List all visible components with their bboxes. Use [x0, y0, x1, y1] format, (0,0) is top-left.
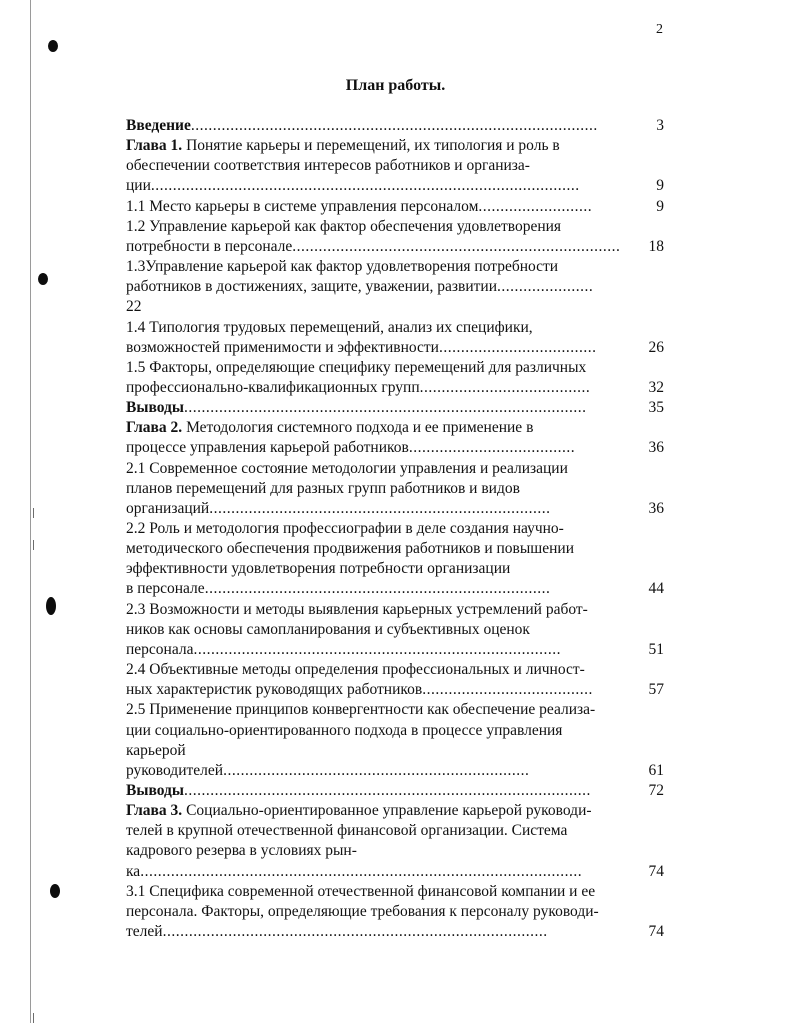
toc-page-number: 36: [645, 438, 665, 458]
toc-line-text: 1.2 Управление карьерой как фактор обеспечения удовлетворения: [126, 217, 562, 235]
toc-page-number: 26: [645, 338, 665, 358]
toc-line: [126, 197, 666, 217]
toc-line-text: Понятие карьеры и перемещений, их типология и роль в: [182, 137, 560, 155]
toc-line: [126, 519, 666, 539]
toc-line-text: кадрового резерва в условиях рын-: [126, 842, 357, 860]
dot-leader: ...........................................................................: [292, 237, 621, 255]
dot-leader: ..................................................................................................: [150, 177, 580, 195]
toc-line-text: ции социально-ориентированного подхода в процессе управления: [126, 721, 563, 739]
toc-line: [126, 781, 666, 801]
toc-line: [126, 620, 666, 640]
toc-page-number: 44: [645, 579, 665, 599]
toc-line-text: 1.5 Факторы, определяющие специфику перемещений для различных: [126, 358, 587, 376]
toc-line: [126, 499, 666, 519]
toc-line-text: телей: [126, 923, 163, 940]
toc-line: [126, 559, 666, 579]
toc-line-text: методического обеспечения продвижения работников и повышении: [126, 540, 574, 558]
toc-line-text: ников как основы самопланирования и субъективных оценок: [126, 620, 530, 638]
toc-line-text: 22: [126, 298, 142, 316]
toc-line: [126, 841, 666, 861]
chapter-label: Глава 1.: [126, 137, 183, 155]
dot-leader: ..............................................................................: [209, 499, 551, 517]
toc-line: [126, 761, 666, 781]
toc-line-text: персонала. Факторы, определяющие требования к персоналу руководи-: [126, 902, 599, 920]
dot-leader: ....................................: [438, 338, 597, 356]
toc-line-text: работников в достижениях, защите, уважении, развитии: [126, 278, 498, 296]
toc-line: [126, 378, 666, 398]
toc-line-text: эффективности удовлетворения потребности организации: [126, 560, 511, 578]
toc-line: [126, 237, 666, 257]
toc-line-text: 2.1 Современное состояние методологии управления и реализации: [126, 459, 568, 477]
toc-line: [126, 318, 666, 338]
scan-speck: [33, 508, 34, 518]
toc-line-text: организаций: [126, 499, 210, 517]
toc-line: [126, 297, 666, 317]
punch-hole-mark: [38, 273, 48, 285]
toc-line-text: Выводы: [126, 781, 184, 799]
scan-speck: [33, 1013, 34, 1023]
toc-line: [126, 358, 666, 378]
toc-line-text: персонала: [126, 640, 194, 658]
toc-line-text: планов перемещений для разных групп работников и видов: [126, 479, 520, 497]
toc-line: [126, 721, 666, 741]
toc-page-number: 51: [645, 640, 665, 660]
toc-line-text: 1.3Управление карьерой как фактор удовлетворения потребности: [126, 258, 559, 276]
toc-line-text: руководителей: [126, 761, 224, 779]
toc-line-text: Выводы: [126, 399, 184, 417]
toc-line: [126, 821, 666, 841]
toc-line-text: в персонале: [126, 580, 205, 598]
dot-leader: ..........................: [478, 197, 593, 215]
toc-line-text: Введение: [126, 117, 191, 134]
toc-line: [126, 660, 666, 680]
dot-leader: ...............................................................................: [204, 580, 551, 598]
dot-leader: .............................................................................................: [190, 117, 598, 134]
dot-leader: .....................................................................................................: [140, 862, 583, 880]
toc-line: [126, 136, 666, 156]
punch-hole-mark: [48, 40, 58, 52]
toc-page-number: 18: [645, 237, 665, 257]
dot-leader: ......................................: [408, 439, 576, 457]
toc-line: [126, 176, 666, 196]
toc-line-text: профессионально-квалификационных групп: [126, 378, 420, 396]
toc-line-text: 2.4 Объективные методы определения профессиональных и личност-: [126, 661, 585, 679]
toc-line: [126, 882, 666, 902]
dot-leader: .......................................: [422, 681, 593, 699]
dot-leader: ......................................................................: [223, 761, 530, 779]
toc-page-number: 61: [645, 761, 665, 781]
toc-line-text: обеспечении соответствия интересов работников и организа-: [126, 157, 530, 175]
dot-leader: ....................................................................................: [193, 640, 561, 658]
toc-line-text: ции: [126, 177, 151, 195]
dot-leader: .............................................................................................: [183, 781, 591, 799]
toc-line: [126, 700, 666, 720]
toc-line-text: возможностей применимости и эффективности: [126, 338, 439, 356]
toc-line: [126, 338, 666, 358]
toc-line-text: 3.1 Специфика современной отечественной финансовой компании и ее: [126, 882, 596, 900]
toc-line-text: телей в крупной отечественной финансовой организации. Система: [126, 822, 568, 840]
toc-line: [126, 680, 666, 700]
toc-line-text: карьерой: [126, 741, 186, 759]
toc-line: [126, 579, 666, 599]
toc-line: [126, 438, 666, 458]
chapter-label: Глава 2.: [126, 419, 183, 437]
toc-page-number: 74: [645, 862, 665, 882]
scan-speck: [33, 540, 34, 550]
toc-line-text: потребности в персонале: [126, 237, 293, 255]
toc-line: [126, 902, 666, 922]
toc-page-number: 3: [652, 116, 664, 136]
toc-line-text: ных характеристик руководящих работников: [126, 681, 423, 699]
toc-line-text: 1.4 Типология трудовых перемещений, анализ их специфики,: [126, 318, 533, 336]
page-number: 2: [656, 22, 663, 37]
toc-line: [126, 862, 666, 882]
punch-hole-mark: [46, 597, 56, 615]
toc-line: [126, 217, 666, 237]
toc-line: [126, 600, 666, 620]
toc-line-text: 2.5 Применение принципов конвергентности как обеспечение реализа-: [126, 701, 596, 719]
toc-page-number: 9: [652, 176, 664, 196]
toc-page-number: 9: [652, 197, 664, 217]
toc-line: [126, 156, 666, 176]
dot-leader: .......................................: [419, 378, 591, 396]
toc-line: [126, 801, 666, 821]
toc-line-text: ка: [126, 862, 141, 880]
toc-line: [126, 479, 666, 499]
toc-line: [126, 257, 666, 277]
toc-line: [126, 539, 666, 559]
toc-line: [126, 459, 666, 479]
toc-line-text: процессе управления карьерой работников: [126, 439, 409, 457]
scan-left-edge: [30, 0, 31, 1023]
toc-line: [126, 277, 666, 297]
toc-line-text: Социально-ориентированное управление карьерой руководи-: [182, 802, 592, 820]
dot-leader: ............................................................................................: [183, 399, 587, 417]
toc-line: [126, 741, 666, 761]
dot-leader: ......................: [497, 278, 594, 296]
dot-leader: ........................................................................................: [162, 923, 548, 940]
toc-line: [126, 640, 666, 660]
toc-line-text: 2.3 Возможности и методы выявления карьерных устремлений работ-: [126, 600, 588, 618]
toc-line-text: 1.1 Место карьеры в системе управления персоналом: [126, 197, 479, 215]
toc-page-number: 36: [645, 499, 665, 519]
toc-line-text: 2.2 Роль и методология профессиографии в деле создания научно-: [126, 520, 564, 537]
toc-page-number: 32: [645, 378, 665, 398]
toc-page-number: 74: [645, 922, 665, 942]
toc-line: [126, 418, 666, 438]
toc-line: [126, 398, 666, 418]
toc-line-text: Методология системного подхода и ее применение в: [182, 419, 534, 437]
chapter-label: Глава 3.: [126, 802, 183, 820]
toc-page-number: 35: [645, 398, 665, 418]
toc-page-number: 72: [645, 781, 665, 801]
punch-hole-mark: [50, 884, 60, 898]
toc-line: [126, 922, 666, 942]
toc-line: [126, 116, 666, 136]
toc-page-number: 57: [645, 680, 665, 700]
page-title: План работы.: [345, 77, 446, 94]
